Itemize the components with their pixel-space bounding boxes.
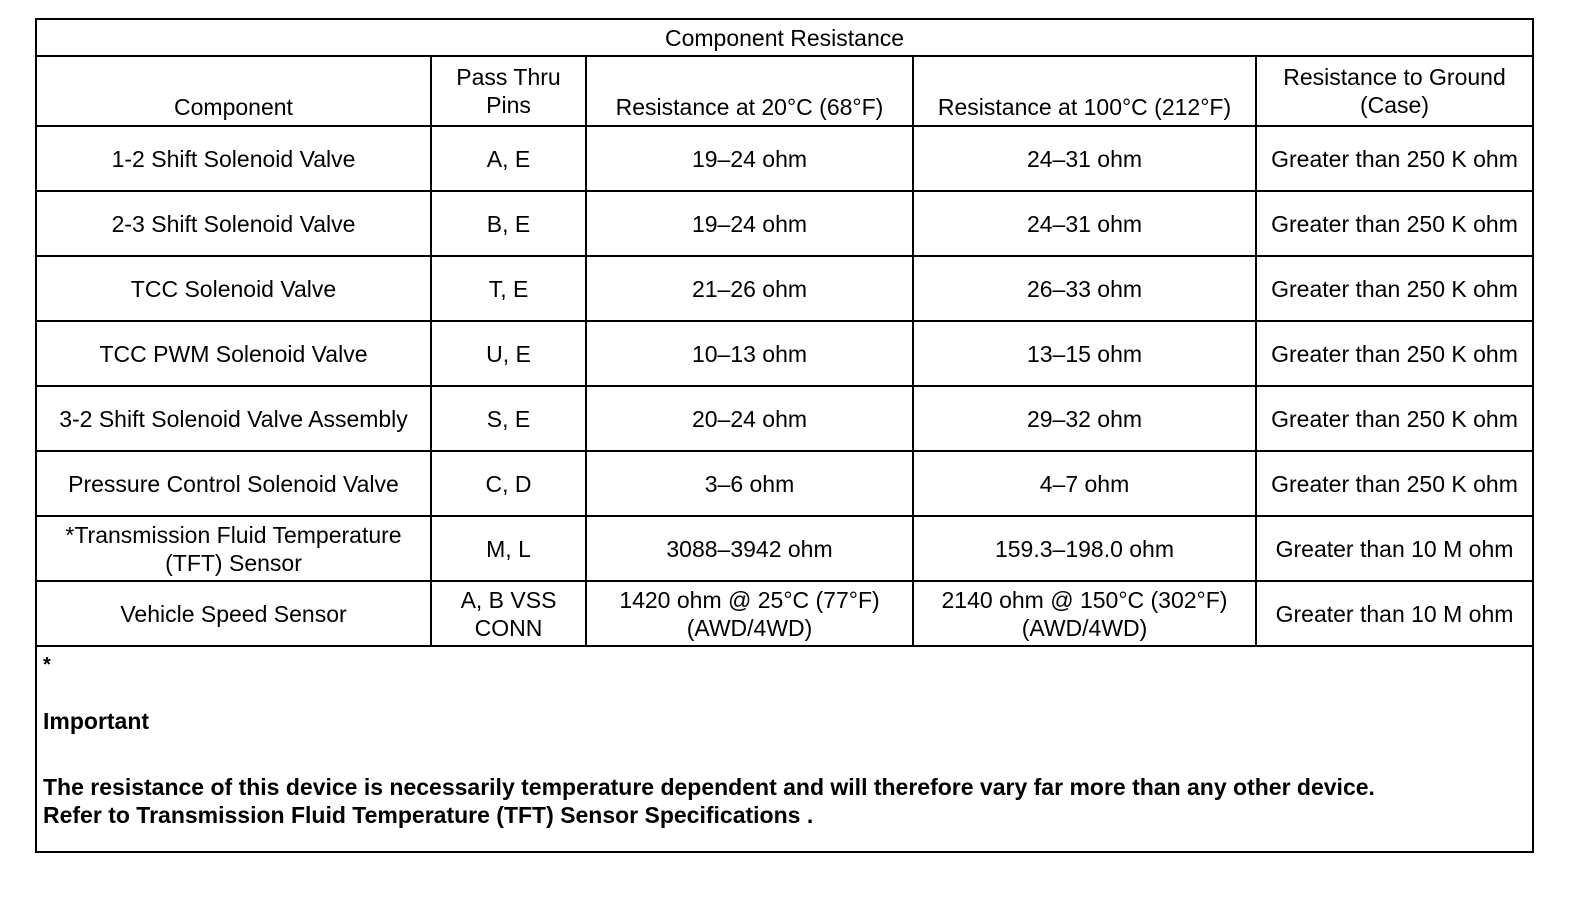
header-row (36, 56, 1533, 126)
cell-component: 3-2 Shift Solenoid Valve Assembly (36, 386, 431, 451)
cell-resistance-20c: 1420 ohm @ 25°C (77°F) (AWD/4WD) (586, 581, 913, 646)
footnote-heading: Important (43, 708, 150, 734)
cell-resistance-ground: Greater than 250 K ohm (1256, 126, 1533, 191)
cell-component: Vehicle Speed Sensor (36, 581, 431, 646)
cell-pins: S, E (431, 386, 586, 451)
cell-resistance-20c: 3088–3942 ohm (586, 516, 913, 581)
footnote-body (43, 773, 1526, 829)
cell-resistance-ground: Greater than 250 K ohm (1256, 321, 1533, 386)
table-title: Component Resistance (36, 19, 1533, 56)
cell-pins: U, E (431, 321, 586, 386)
cell-pins: B, E (431, 191, 586, 256)
cell-resistance-ground: Greater than 10 M ohm (1256, 516, 1533, 581)
cell-resistance-100c: 26–33 ohm (913, 256, 1256, 321)
table-row (36, 386, 1533, 451)
cell-pins: T, E (431, 256, 586, 321)
table-row (36, 581, 1533, 646)
header-resistance-100c: Resistance at 100°C (212°F) (913, 56, 1256, 126)
cell-resistance-100c: 24–31 ohm (913, 191, 1256, 256)
cell-pins: A, E (431, 126, 586, 191)
cell-pins: C, D (431, 451, 586, 516)
cell-component: Pressure Control Solenoid Valve (36, 451, 431, 516)
cell-resistance-100c: 29–32 ohm (913, 386, 1256, 451)
cell-resistance-100c: 13–15 ohm (913, 321, 1256, 386)
cell-resistance-100c: 159.3–198.0 ohm (913, 516, 1256, 581)
cell-resistance-20c: 21–26 ohm (586, 256, 913, 321)
header-resistance-to-ground: Resistance to Ground (Case) (1256, 56, 1533, 126)
cell-component: 1-2 Shift Solenoid Valve (36, 126, 431, 191)
cell-resistance-ground: Greater than 250 K ohm (1256, 191, 1533, 256)
cell-resistance-20c: 19–24 ohm (586, 191, 913, 256)
table-row (36, 256, 1533, 321)
cell-resistance-100c: 24–31 ohm (913, 126, 1256, 191)
cell-component: *Transmission Fluid Temperature (TFT) Sensor (36, 516, 431, 581)
title-row (36, 19, 1533, 56)
component-resistance-document (35, 18, 1532, 853)
cell-resistance-20c: 10–13 ohm (586, 321, 913, 386)
cell-resistance-20c: 3–6 ohm (586, 451, 913, 516)
cell-resistance-100c: 4–7 ohm (913, 451, 1256, 516)
cell-resistance-ground: Greater than 250 K ohm (1256, 256, 1533, 321)
footnote-line-2: Refer to Transmission Fluid Temperature (TFT) Sensor Specifications . (43, 802, 814, 828)
cell-pins: M, L (431, 516, 586, 581)
cell-resistance-100c: 2140 ohm @ 150°C (302°F) (AWD/4WD) (913, 581, 1256, 646)
cell-pins: A, B VSS CONN (431, 581, 586, 646)
cell-component: TCC Solenoid Valve (36, 256, 431, 321)
cell-component: 2-3 Shift Solenoid Valve (36, 191, 431, 256)
footnote-line-1: The resistance of this device is necessarily temperature dependent and will therefore vary far more than any other device. (43, 774, 1375, 800)
cell-resistance-ground: Greater than 10 M ohm (1256, 581, 1533, 646)
table-row (36, 451, 1533, 516)
table-row (36, 321, 1533, 386)
footnote-marker: * (43, 654, 51, 676)
cell-resistance-20c: 19–24 ohm (586, 126, 913, 191)
cell-resistance-ground: Greater than 250 K ohm (1256, 451, 1533, 516)
table-row (36, 191, 1533, 256)
header-component: Component (36, 56, 431, 126)
header-resistance-20c: Resistance at 20°C (68°F) (586, 56, 913, 126)
footnote-row (36, 646, 1533, 852)
component-resistance-table (35, 18, 1534, 853)
cell-resistance-ground: Greater than 250 K ohm (1256, 386, 1533, 451)
footnote-cell (36, 646, 1533, 852)
table-row (36, 126, 1533, 191)
table-row (36, 516, 1533, 581)
cell-resistance-20c: 20–24 ohm (586, 386, 913, 451)
cell-component: TCC PWM Solenoid Valve (36, 321, 431, 386)
header-pass-thru-pins: Pass Thru Pins (431, 56, 586, 126)
